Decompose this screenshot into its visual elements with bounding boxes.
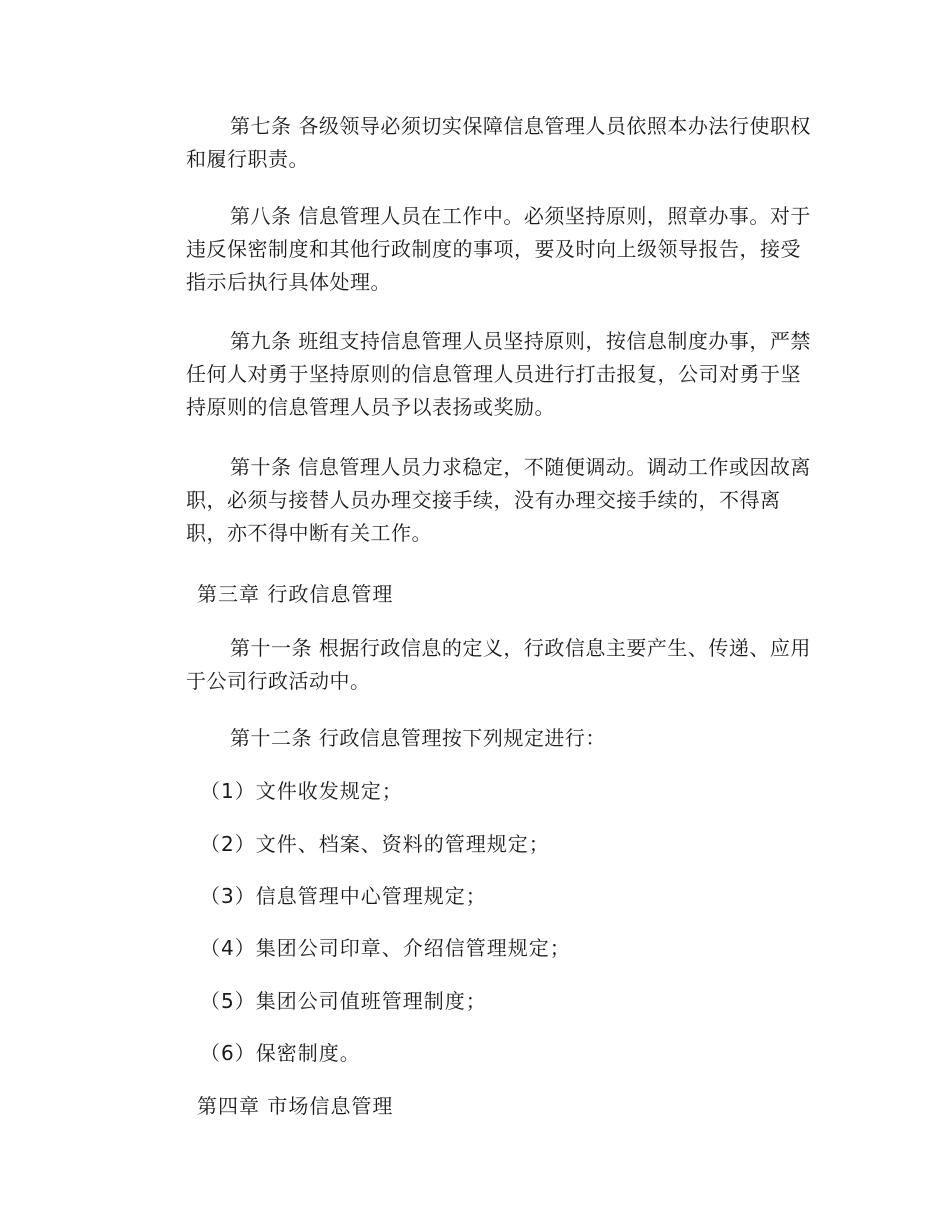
article-9-line-1: 第九条 班组支持信息管理人员坚持原则，按信息制度办事，严禁 <box>230 329 811 353</box>
list-item: （5）集团公司值班管理制度； <box>200 989 487 1013</box>
article-10-line-3: 职，亦不得中断有关工作。 <box>186 521 432 545</box>
article-10-line-2: 职，必须与接替人员办理交接手续，没有办理交接手续的，不得离 <box>186 488 781 512</box>
article-8-paragraph <box>142 200 822 299</box>
article-11-line-1: 第十一条 根据行政信息的定义，行政信息主要产生、传递、应用 <box>230 636 811 660</box>
article-12-line-1: 第十二条 行政信息管理按下列规定进行： <box>230 726 606 750</box>
article-11-paragraph <box>142 632 822 698</box>
article-12-paragraph <box>142 722 822 755</box>
list-item: （4）集团公司印章、介绍信管理规定； <box>200 936 571 960</box>
article-7-line-1: 第七条 各级领导必须切实保障信息管理人员依照本办法行使职权 <box>230 114 811 138</box>
article-9-line-2: 任何人对勇于坚持原则的信息管理人员进行打击报复，公司对勇于坚 <box>186 362 801 386</box>
article-8-line-3: 指示后执行具体处理。 <box>186 270 391 294</box>
list-item: （3）信息管理中心管理规定； <box>200 884 487 908</box>
article-8-line-2: 违反保密制度和其他行政制度的事项，要及时向上级领导报告，接受 <box>186 237 801 261</box>
chapter-3-heading: 第三章 行政信息管理 <box>197 582 394 606</box>
list-item: （6）保密制度。 <box>200 1041 361 1065</box>
chapter-4-heading: 第四章 市场信息管理 <box>197 1094 394 1118</box>
article-10-line-1: 第十条 信息管理人员力求稳定，不随便调动。调动工作或因故离 <box>230 455 811 479</box>
article-8-line-1: 第八条 信息管理人员在工作中。必须坚持原则，照章办事。对于 <box>230 204 811 228</box>
article-7-line-2: 和履行职责。 <box>186 147 309 171</box>
article-11-line-2: 于公司行政活动中。 <box>186 669 371 693</box>
list-item: （1）文件收发规定； <box>200 779 403 803</box>
article-10-paragraph <box>142 451 822 550</box>
list-item: （2）文件、档案、资料的管理规定； <box>200 832 550 856</box>
article-9-paragraph <box>142 325 822 424</box>
article-7-paragraph <box>142 110 822 176</box>
article-9-line-3: 持原则的信息管理人员予以表扬或奖励。 <box>186 395 555 419</box>
